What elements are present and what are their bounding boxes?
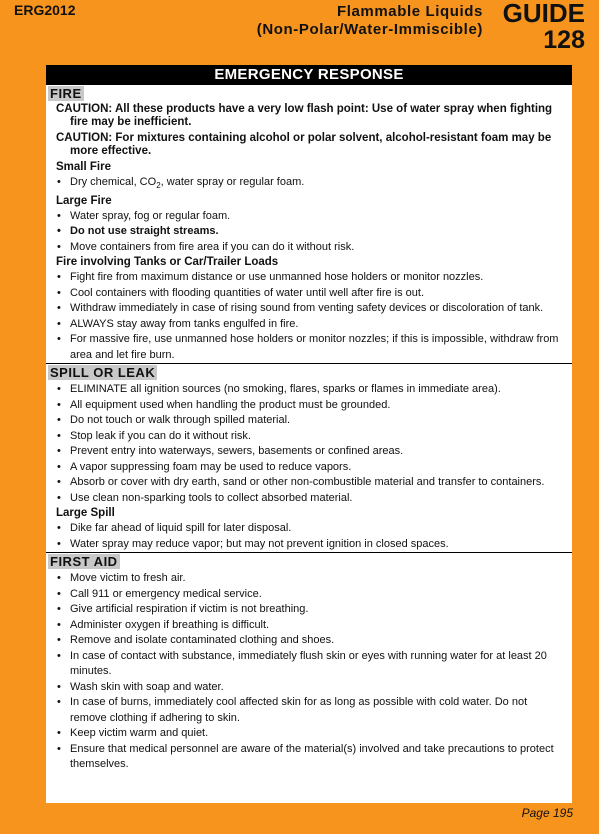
spill-heading: SPILL OR LEAK — [50, 365, 156, 381]
large-spill-label: Large Spill — [56, 507, 115, 520]
fire-heading: FIRE — [50, 86, 82, 101]
list-item: • In case of burns, immediately cool affected skin for as long as possible with cold water. Do not remove clothing if adhering to skin. — [46, 695, 564, 726]
large-fire-label: Large Fire — [56, 194, 112, 207]
first-aid-list — [46, 571, 572, 773]
tanks-fire-list — [46, 270, 572, 363]
list-item: • Use clean non-sparking tools to collect absorbed material. — [46, 491, 564, 507]
tanks-fire-label: Fire involving Tanks or Car/Trailer Loads — [56, 256, 279, 269]
small-fire-label: Small Fire — [56, 161, 111, 173]
guide-title-line2: (Non-Polar/Water-Immiscible) — [256, 21, 483, 38]
list-item: • Move victim to fresh air. — [46, 571, 564, 587]
list-item: • ELIMINATE all ignition sources (no smoking, flares, sparks or flames in immediate area). — [46, 382, 564, 398]
large-fire-list — [46, 209, 572, 256]
list-item: • Water spray may reduce vapor; but may not prevent ignition in closed spaces. — [46, 537, 564, 553]
list-item: • Ensure that medical personnel are aware of the material(s) involved and take precautions to protect themselves. — [46, 742, 564, 773]
list-item: • Water spray, fog or regular foam. — [46, 209, 564, 225]
fire-caution-2: CAUTION: For mixtures containing alcohol or polar solvent, alcohol-resistant foam may be more effective. — [56, 132, 552, 157]
list-item: • For massive fire, use unmanned hose holders or monitor nozzles; if this is impossible, withdraw from area and let fire burn. — [46, 332, 564, 363]
list-item: • Absorb or cover with dry earth, sand or other non-combustible material and transfer to containers. — [46, 475, 564, 491]
page-header — [0, 0, 599, 64]
panel-title: EMERGENCY RESPONSE — [46, 65, 572, 85]
list-item: • Do not touch or walk through spilled material. — [46, 413, 564, 429]
list-item: • Dike far ahead of liquid spill for later disposal. — [46, 521, 564, 537]
spill-section — [46, 364, 572, 553]
list-item: • Prevent entry into waterways, sewers, basements or confined areas. — [46, 444, 564, 460]
guide-title-line1: Flammable Liquids — [336, 3, 483, 20]
spill-list — [46, 382, 572, 506]
list-item: • A vapor suppressing foam may be used to reduce vapors. — [46, 460, 564, 476]
list-item: • In case of contact with substance, immediately flush skin or eyes with running water for at least 20 minutes. — [46, 649, 564, 680]
list-item: • Administer oxygen if breathing is difficult. — [46, 618, 564, 634]
list-item: • ALWAYS stay away from tanks engulfed in fire. — [46, 317, 564, 333]
list-item: • Withdraw immediately in case of rising sound from venting safety devices or discoloration of tank. — [46, 301, 564, 317]
list-item: • Remove and isolate contaminated clothing and shoes. — [46, 633, 564, 649]
large-spill-list — [46, 521, 572, 552]
first-aid-section — [46, 553, 572, 773]
list-item: • Wash skin with soap and water. — [46, 680, 564, 696]
list-item: • Dry chemical, $CO_2$, water spray or regular foam. — [46, 175, 564, 194]
guide-title — [257, 3, 483, 39]
list-item: • Stop leak if you can do it without risk. — [46, 429, 564, 445]
list-item: • All equipment used when handling the product must be grounded. — [46, 398, 564, 414]
fire-caution-1: CAUTION: All these products have a very low flash point: Use of water spray when fighting fire may be inefficient. — [56, 103, 553, 128]
list-item: • Call 911 or emergency medical service. — [46, 587, 564, 603]
guide-label: GUIDE — [502, 0, 585, 28]
list-item: • Keep victim warm and quiet. — [46, 726, 564, 742]
list-item: • Do not use straight streams. — [46, 224, 564, 240]
first-aid-heading: FIRST AID — [50, 554, 118, 570]
guide-number: 128 — [543, 26, 585, 54]
erg-edition: ERG2012 — [14, 2, 76, 18]
list-item: • Give artificial respiration if victim is not breathing. — [46, 602, 564, 618]
emergency-response-panel — [46, 65, 572, 803]
list-item: • Cool containers with flooding quantities of water until well after fire is out. — [46, 286, 564, 302]
fire-section — [46, 85, 572, 364]
list-item: • Fight fire from maximum distance or use unmanned hose holders or monitor nozzles. — [46, 270, 564, 286]
list-item: • Move containers from fire area if you can do it without risk. — [46, 240, 564, 256]
page-number: Page 195 — [521, 806, 573, 820]
small-fire-list — [46, 175, 572, 194]
